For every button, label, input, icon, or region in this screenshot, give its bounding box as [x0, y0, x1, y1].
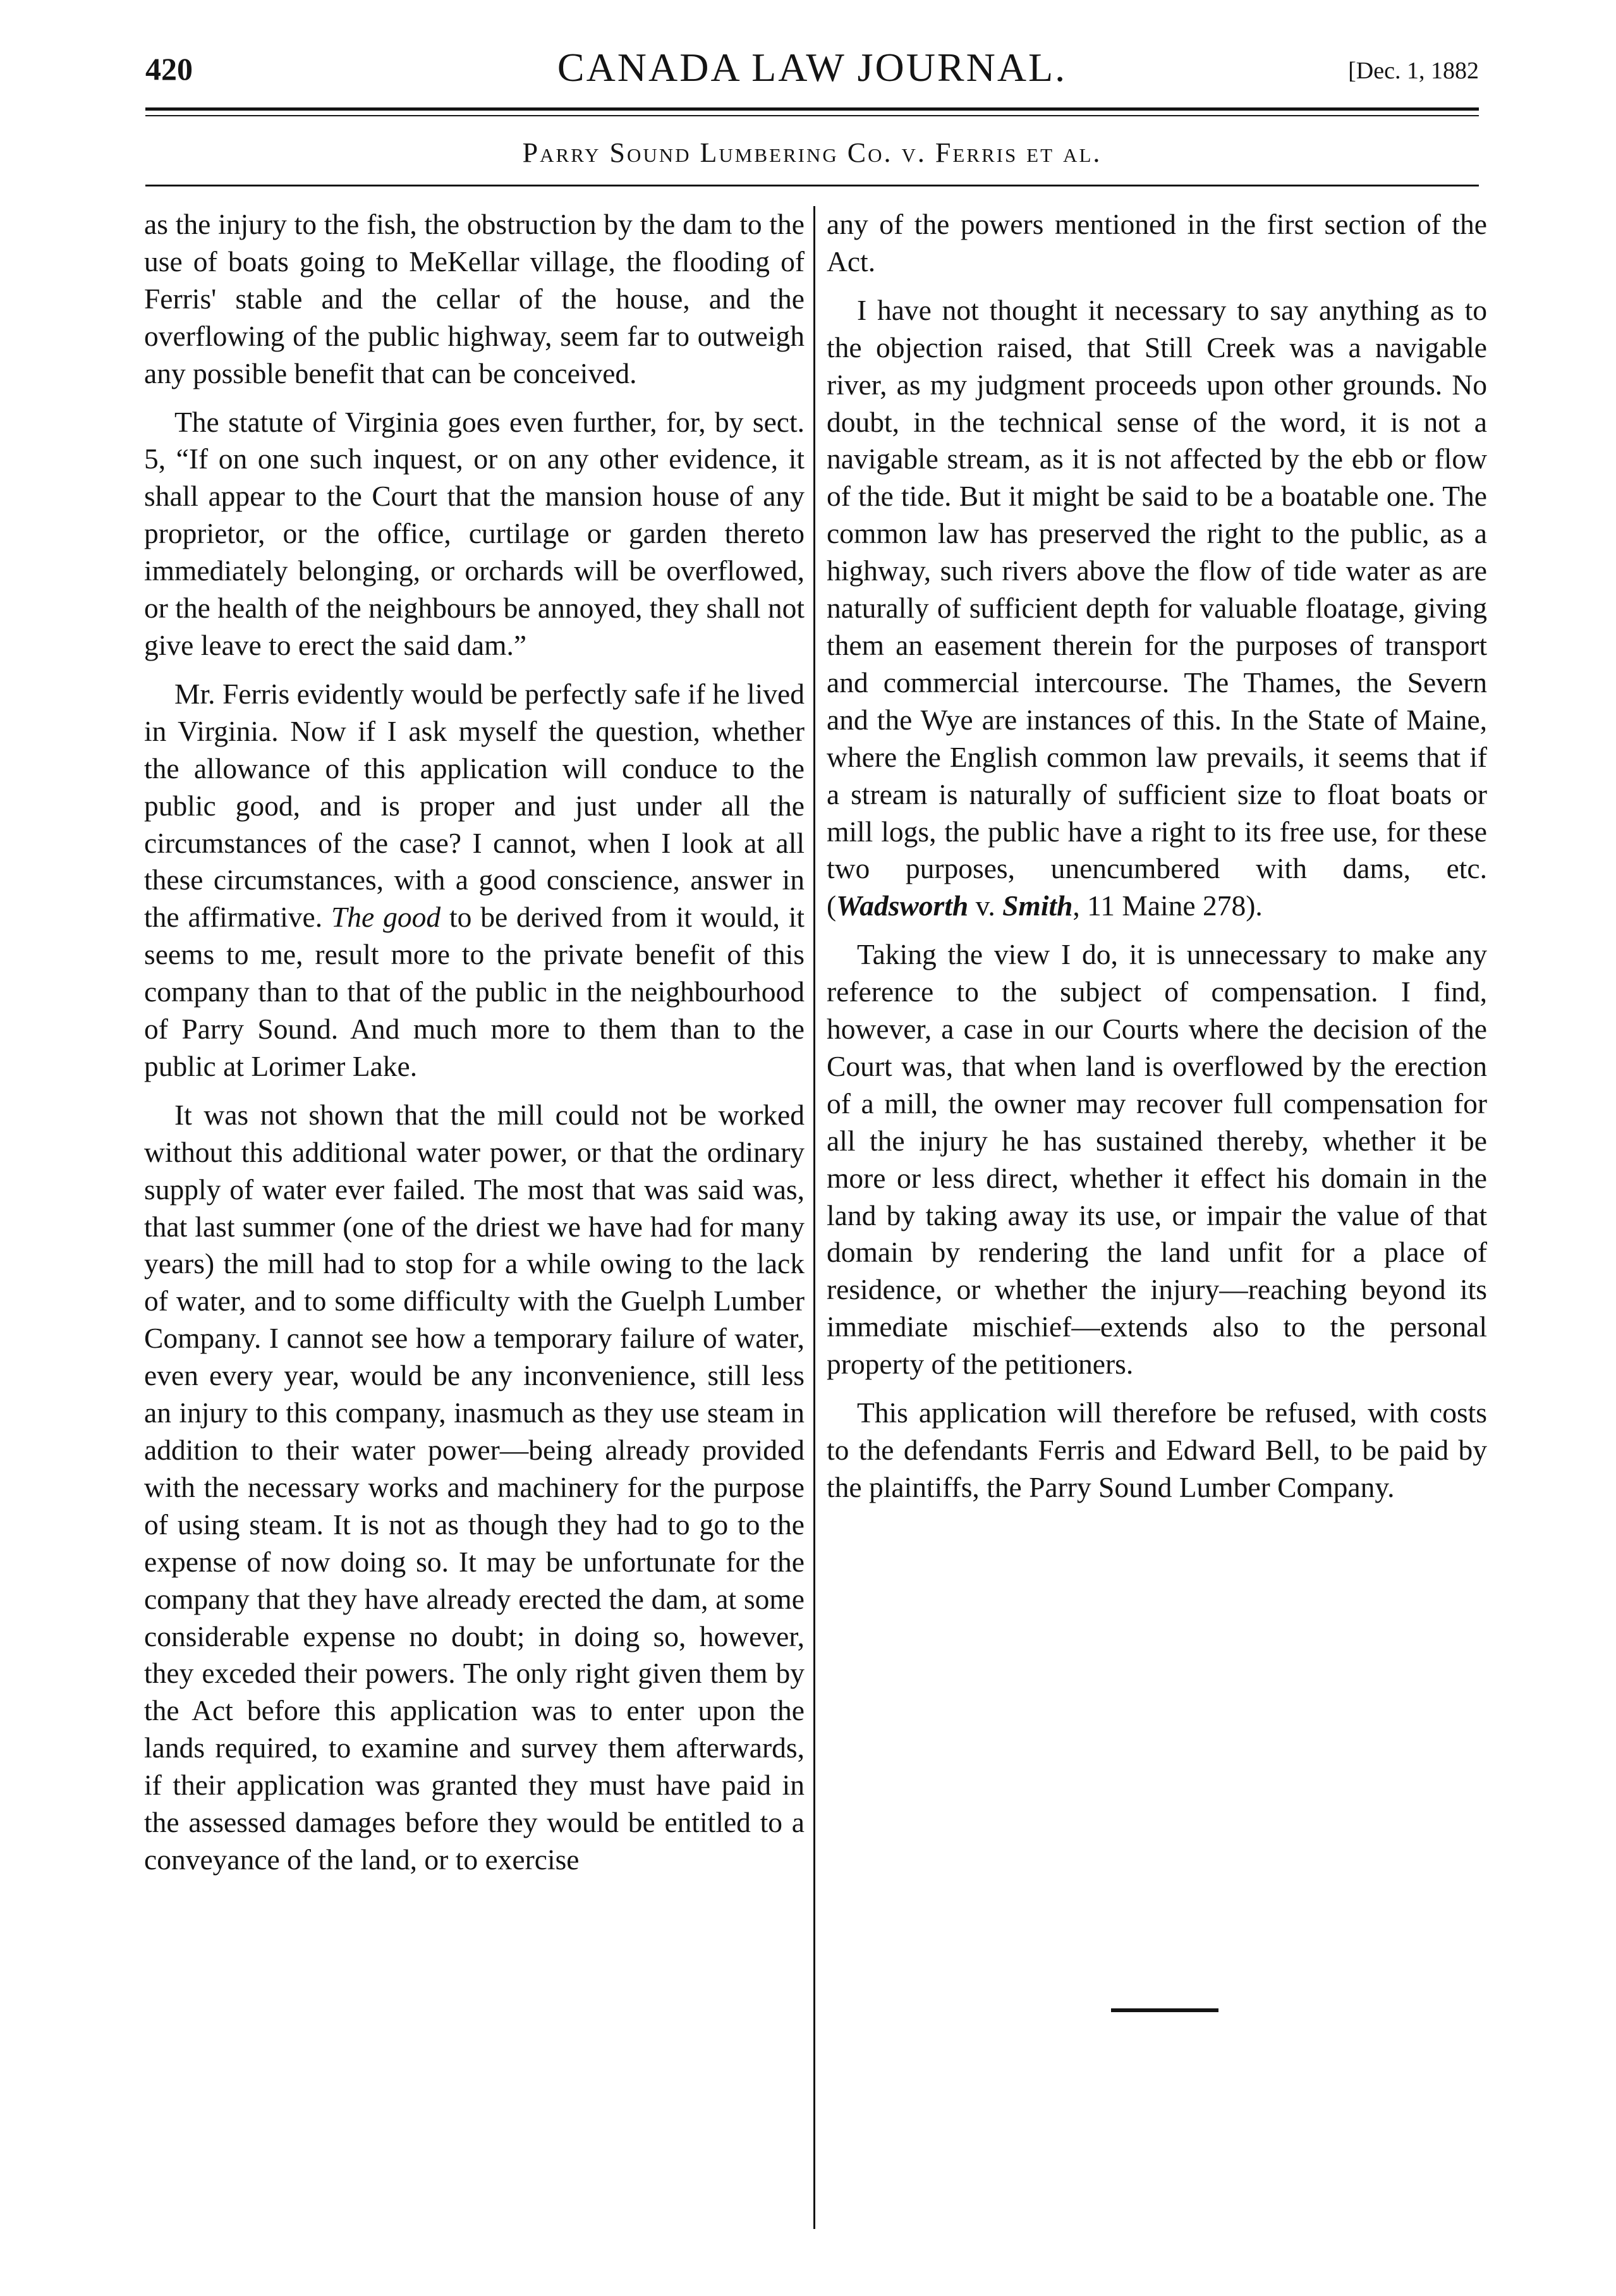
right-paragraph-2: [827, 292, 1487, 925]
left-paragraph-1: as the injury to the fish, the obstruction by the dam to the use of boats going to MeKellar village, the flooding of Ferris' stable and the cellar of the house, and the overflowing of the public highway, seem far to outweigh any possible benefit that can be conceived.: [144, 208, 805, 389]
left-paragraph-3-text-b: to be derived from it would, it seems to me, result more to the private benefit of this company than to that of the public in the neighbourhood of Parry Sound. And much more to them than to the public at Lorimer Lake.: [144, 901, 805, 1082]
journal-title: CANADA LAW JOURNAL.: [557, 45, 1067, 90]
running-head-rule: [145, 185, 1479, 186]
case-running-head: Parry Sound Lumbering Co. v. Ferris et al.: [522, 137, 1102, 168]
case-versus: v.: [968, 889, 1003, 922]
page-number: 420: [145, 51, 193, 87]
end-of-article-rule: [1111, 2008, 1218, 2012]
left-paragraph-3-italic: The good: [331, 901, 441, 934]
case-name-wadsworth: Wadsworth: [836, 889, 969, 922]
column-divider: [813, 206, 815, 2229]
left-paragraph-4: It was not shown that the mill could not be worked without this additional water power, or that the ordinary supply of water ever failed. The most that was said was, that last summer (one of the driest we have had for many years) the mill had to stop for a while owing to the lack of water, and to some difficulty with the Guelph Lumber Company. I cannot see how a temporary failure of water, even every year, would be any inconvenience, still less an injury to this company, inasmuch as they use steam in addition to their water power—being already provided with the necessary works and machinery for the purpose of using steam. It is not as though they had to go to the expense of now doing so. It may be unfortunate for the company that they have already erected the dam, at some considerable expense no doubt; in doing so, however, they exceded their powers. The only right given them by the Act before this application was to enter upon the lands required, to examine and survey them afterwards, if their application was granted they must have paid in the assessed damages before they would be entitled to a conveyance of the land, or to exercise: [144, 1098, 805, 1876]
left-paragraph-3-text-a: Mr. Ferris evidently would be perfectly safe if he lived in Virginia. Now if I ask myself the question, whether the allowance of this application will conduce to the public good, and is proper and just under all the circumstances of the case? I cannot, when I look at all these circumstances, with a good conscience, answer in the affirmative.: [144, 677, 805, 934]
right-paragraph-3: Taking the view I do, it is unnecessary to make any reference to the subject of compensation. I find, however, a case in our Courts where the decision of the Court was, that when land is overflowed by the erection of a mill, the owner may recover full compensation for all the injury he has sustained thereby, whether it be more or less direct, whether it effect his domain in the land by taking away its use, or impair the value of that domain by rendering the land unfit for a place of residence, or whether the injury—reaching beyond its immediate mischief—extends also to the personal property of the petitioners.: [827, 938, 1487, 1381]
right-paragraph-4: This application will therefore be refused, with costs to the defendants Ferris and Edward Bell, to be paid by the plaintiffs, the Parry Sound Lumber Company.: [827, 1396, 1487, 1503]
left-paragraph-3: [144, 676, 805, 1085]
header-double-rule: [145, 107, 1479, 116]
right-paragraph-2-text-a: I have not thought it necessary to say anything as to the objection raised, that Still Creek was a navigable river, as my judgment proceeds upon other grounds. No doubt, in the technical sense of the word, it is not a navigable stream, as it is not affected by the ebb or flow of the tide. But it might be said to be a boatable one. The common law has preserved the right to the public, as a highway, such rivers above the flow of tide water as are naturally of sufficient depth for valuable floatage, giving them an easement therein for the purposes of transport and commercial intercourse. The Thames, the Severn and the Wye are instances of this. In the State of Maine, where the English common law prevails, it seems that if a stream is naturally of sufficient size to float boats or mill logs, the public have a right to its free use, for these two purposes, unencumbered with dams, etc. (: [827, 293, 1487, 922]
right-paragraph-2-text-b: , 11 Maine 278).: [1072, 889, 1263, 922]
issue-date: [Dec. 1, 1882: [1348, 58, 1479, 84]
right-column: [827, 206, 1487, 1518]
right-paragraph-1: any of the powers mentioned in the first section of the Act.: [827, 208, 1487, 278]
page-header: [145, 44, 1479, 114]
case-name-smith: Smith: [1002, 889, 1073, 922]
left-paragraph-2: The statute of Virginia goes even further, for, by sect. 5, “If on one such inquest, or on any other evidence, it shall appear to the Court that the mansion house of any proprietor, or the office, curtilage or garden thereto immediately belonging, or orchards will be overflowed, or the health of the neighbours be annoyed, they shall not give leave to erect the said dam.”: [144, 405, 805, 661]
left-column: [144, 206, 805, 1890]
